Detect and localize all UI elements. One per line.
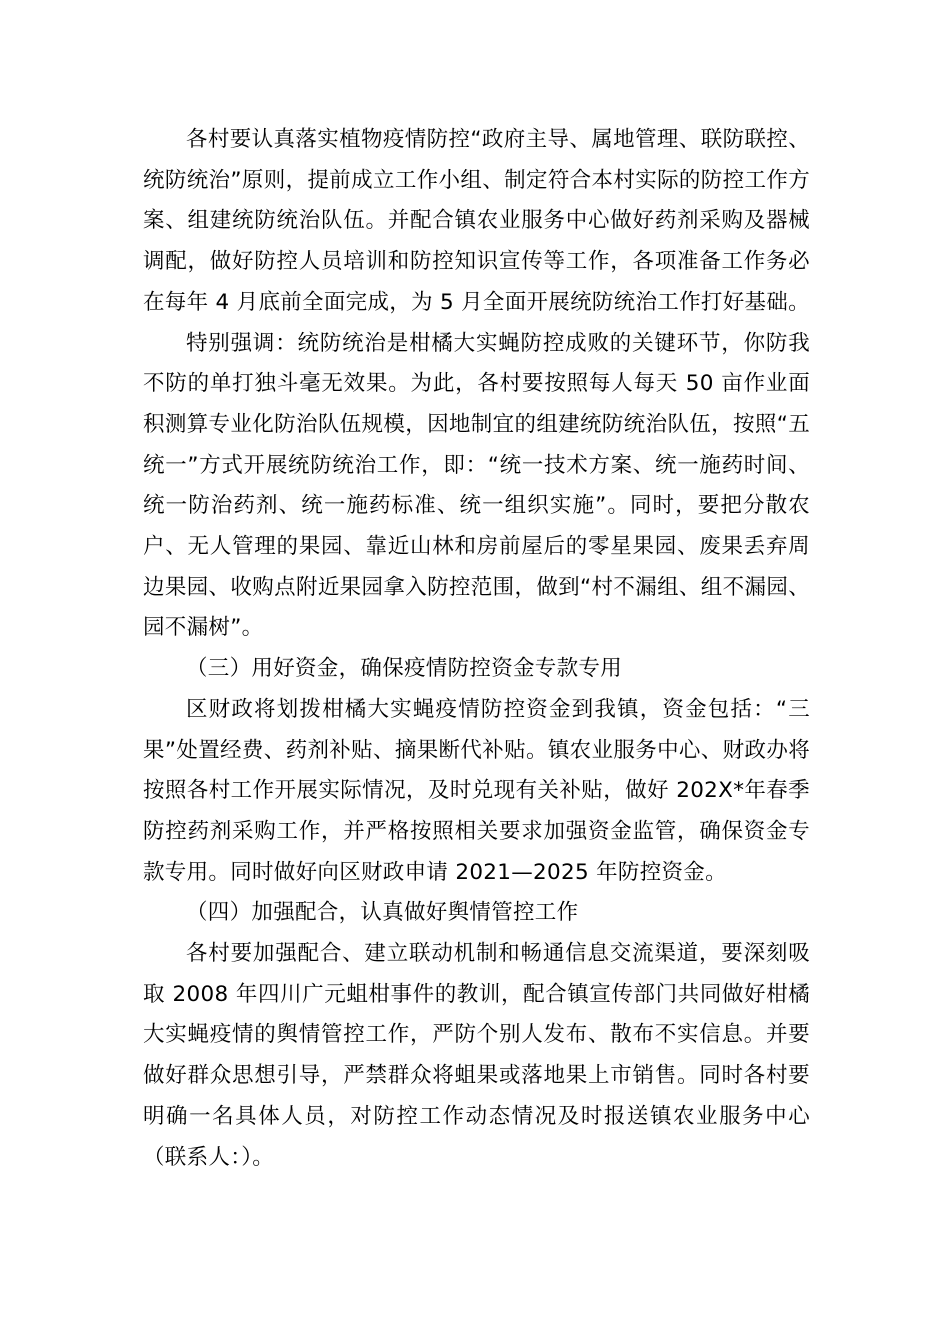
paragraph-public-opinion: 各村要加强配合、建立联动机制和畅通信息交流渠道，要深刻吸取 2008 年四川广元蛆柑事件的教训，配合镇宣传部门共同做好柑橘大实蝇疫情的舆情管控工作，严防个别人发布、散布不实信息。并要做好群众思想引导，严禁群众将蛆果或落地果上市销售。同时各村要明确一名具体人员，对防控工作动态情况及时报送镇农业服务中心（联系人：）。 — [143, 941, 810, 1170]
paragraph-preparation: 各村要认真落实植物疫情防控“政府主导、属地管理、联防联控、统防统治”原则，提前成立工作小组、制定符合本村实际的防控工作方案、组建统防统治队伍。并配合镇农业服务中心做好药剂采购及器械调配，做好防控人员培训和防控知识宣传等工作，各项准备工作务必在每年 4 月底前全面完成，为 5 月全面开展统防统治工作打好基础。 — [143, 127, 810, 315]
section-heading-public-opinion: （四）加强配合，认真做好舆情管控工作 — [186, 900, 579, 926]
paragraph-funds: 区财政将划拨柑橘大实蝇疫情防控资金到我镇，资金包括：“三果”处置经费、药剂补贴、摘果断代补贴。镇农业服务中心、财政办将按照各村工作开展实际情况，及时兑现有关补贴，做好 202X*年春季防控药剂采购工作，并严格按照相关要求加强资金监管，确保资金专款专用。同时做好向区财政申请 2021—2025 年防控资金。 — [143, 696, 810, 885]
paragraph-emphasis: 特别强调：统防统治是柑橘大实蝇防控成败的关键环节，你防我不防的单打独斗毫无效果。为此，各村要按照每人每天 50 亩作业面积测算专业化防治队伍规模，因地制宜的组建统防统治队伍，按照“五统一”方式开展统防统治工作，即：“统一技术方案、统一施药时间、统一防治药剂、统一施药标准、统一组织实施”。同时，要把分散农户、无人管理的果园、靠近山林和房前屋后的零星果园、废果丢弃周边果园、收购点附近果园拿入防控范围，做到“村不漏组、组不漏园、园不漏树”。 — [143, 330, 810, 641]
section-heading-funds: （三）用好资金，确保疫情防控资金专款专用 — [186, 656, 623, 682]
